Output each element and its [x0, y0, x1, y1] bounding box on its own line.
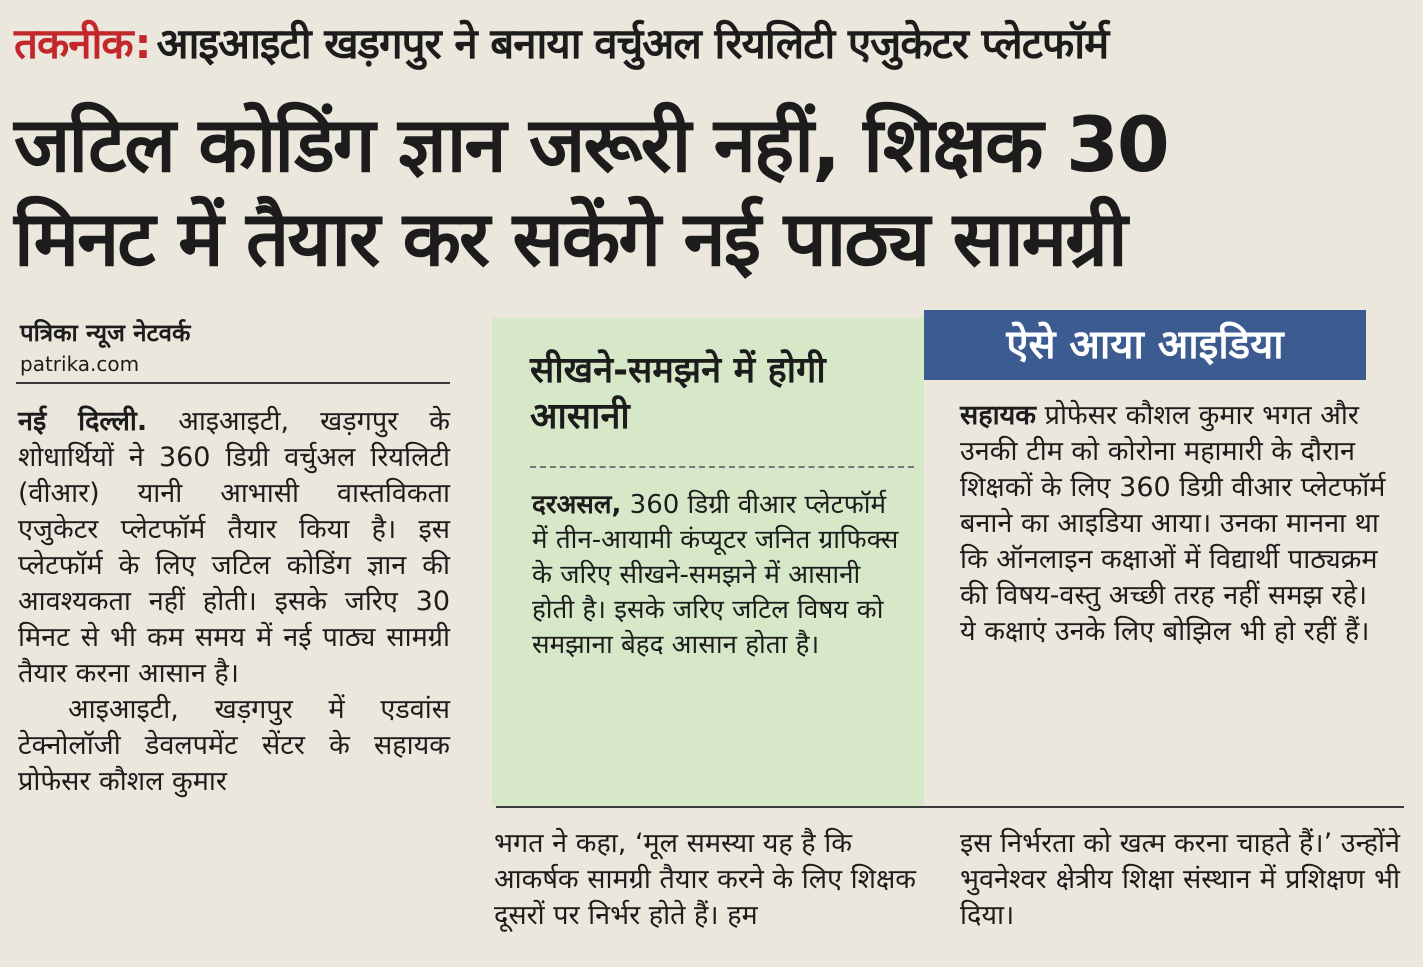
section-kicker — [14, 18, 1414, 70]
headline-line-2: मिनट में तैयार कर सकेंगे नई पाठ्य सामग्री — [14, 194, 1126, 283]
sidebar-green-box — [492, 318, 924, 806]
kicker-separator: : — [134, 19, 151, 68]
main-story-para-2: आइआइटी, खड़गपुर में एडवांस टेक्नोलॉजी डेवलपमेंट सेंटर के सहायक प्रोफेसर कौशल कुमार — [18, 694, 450, 797]
sidebar-blue-lead: सहायक — [960, 400, 1036, 431]
sidebar-blue-body — [960, 398, 1390, 650]
headline — [14, 98, 1414, 286]
sidebar-green-divider — [530, 466, 914, 468]
continuation-col-2-text: भगत ने कहा, ‘मूल समस्या यह है कि आकर्षक सामग्री तैयार करने के लिए शिक्षक दूसरों पर निर्भर होते हैं। हम — [494, 828, 917, 931]
main-story-para-1 — [18, 404, 450, 692]
kicker-text: आइआइटी खड़गपुर ने बनाया वर्चुअल रियलिटी एजुकेटर प्लेटफॉर्म — [156, 19, 1109, 68]
sidebar-green-body — [532, 488, 902, 663]
sidebar-blue-text: प्रोफेसर कौशल कुमार भगत और उनकी टीम को कोरोना महामारी के दौरान शिक्षकों के लिए 360 डिग्री वीआर प्लेटफॉर्म बनाने का आइडिया आया। उनका मानना था कि ऑनलाइन कक्षाओं में विद्यार्थी पाठ्यक्रम की विषय-वस्तु अच्छी तरह नहीं समझ रहे। ये कक्षाएं उनके लिए बोझिल भी हो रहीं हैं। — [960, 400, 1386, 647]
kicker-tag: तकनीक — [14, 19, 133, 68]
continuation-col-3-text: इस निर्भरता को खत्म करना चाहते हैं।’ उन्होंने भुवनेश्वर क्षेत्रीय शिक्षा संस्थान में प्रशिक्षण भी दिया। — [960, 828, 1400, 931]
sidebar-green-title: सीखने-समझने में होगी आसानी — [530, 350, 826, 437]
dateline: नई दिल्ली. — [18, 406, 148, 437]
continuation-divider — [496, 806, 1404, 808]
continuation-col-3 — [960, 826, 1400, 934]
sidebar-blue-banner: ऐसे आया आइडिया — [924, 310, 1366, 380]
sidebar-green-lead: दरअसल, — [532, 490, 622, 520]
main-story-column — [18, 404, 450, 800]
headline-line-1: जटिल कोडिंग ज्ञान जरूरी नहीं, शिक्षक 30 — [14, 100, 1168, 189]
continuation-col-2 — [494, 826, 924, 934]
byline-divider — [16, 382, 450, 384]
byline-url: patrika.com — [20, 352, 140, 376]
sidebar-green-text: 360 डिग्री वीआर प्लेटफॉर्म में तीन-आयामी कंप्यूटर जनित ग्राफिक्स के जरिए सीखने-समझने में आसानी होती है। इसके जरिए जटिल विषय को समझाना बेहद आसान होता है। — [532, 490, 899, 660]
byline-author: पत्रिका न्यूज नेटवर्क — [20, 319, 191, 347]
main-story-para-1-text: आइआइटी, खड़गपुर के शोधार्थियों ने 360 डिग्री वर्चुअल रियलिटी (वीआर) यानी आभासी वास्तविकता एजुकेटर प्लेटफॉर्म तैयार किया है। इस प्लेटफॉर्म के लिए जटिल कोडिंग ज्ञान की आवश्यकता नहीं होती। इसके जरिए 30 मिनट से भी कम समय में नई पाठ्य सामग्री तैयार करना आसान है। — [18, 406, 450, 689]
